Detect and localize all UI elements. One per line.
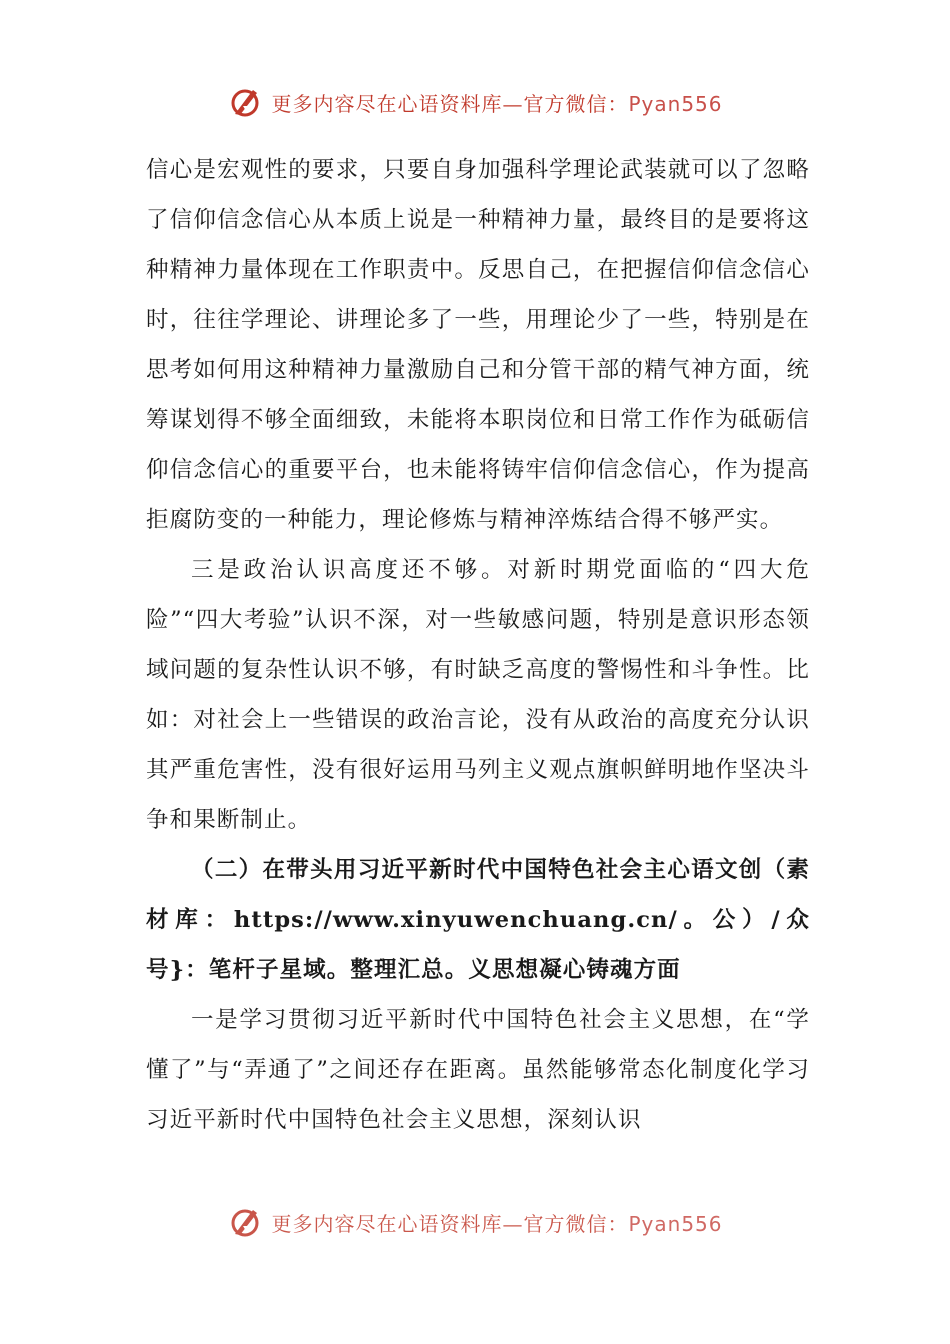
paragraph-1: 信心是宏观性的要求，只要自身加强科学理论武装就可以了忽略了信仰信念信心从本质上说是一种精神力量，最终目的是要将这种精神力量体现在工作职责中。反思自己，在把握信仰信念信心时，往往学理论、讲理论多了一些，用理论少了一些，特别是在思考如何用这种精神力量激励自己和分管干部的精气神方面，统筹谋划得不够全面细致，未能将本职岗位和日常工作作为砥砺信仰信念信心的重要平台，也未能将铸牢信仰信念信心，作为提高拒腐防变的一种能力，理论修炼与精神淬炼结合得不够严实。	[146, 157, 810, 533]
paragraph-2: 三是政治认识高度还不够。对新时期党面临的“四大危险”“四大考验”认识不深，对一些敏感问题，特别是意识形态领域问题的复杂性认识不够，有时缺乏高度的警惕性和斗争性。比如：对社会上一些错误的政治言论，没有从政治的高度充分认识其严重危害性，没有很好运用马列主义观点旗帜鲜明地作坚决斗争和果断制止。	[146, 557, 810, 833]
section-heading: （二）在带头用习近平新时代中国特色社会主心语文创（素材库：https://www.xinyuwenchuang.cn/。公）/众号}：笔杆子星域。整理汇总。义思想凝心铸魂方面	[146, 857, 810, 983]
footer-banner-text: 更多内容尽在心语资料库—官方微信：Pyan556	[271, 1211, 723, 1236]
header-banner-id: Pyan556	[628, 91, 723, 116]
footer-banner	[0, 1202, 950, 1242]
paragraph-3: 一是学习贯彻习近平新时代中国特色社会主义思想，在“学懂了”与“弄通了”之间还存在距离。虽然能够常态化制度化学习习近平新时代中国特色社会主义思想，深刻认识	[146, 1007, 810, 1133]
pen-logo-icon	[227, 1204, 263, 1240]
footer-banner-id: Pyan556	[628, 1211, 723, 1236]
document-body	[146, 145, 810, 1145]
pen-logo-icon	[227, 84, 263, 120]
header-banner-text: 更多内容尽在心语资料库—官方微信：Pyan556	[271, 91, 723, 116]
header-banner	[0, 82, 950, 122]
